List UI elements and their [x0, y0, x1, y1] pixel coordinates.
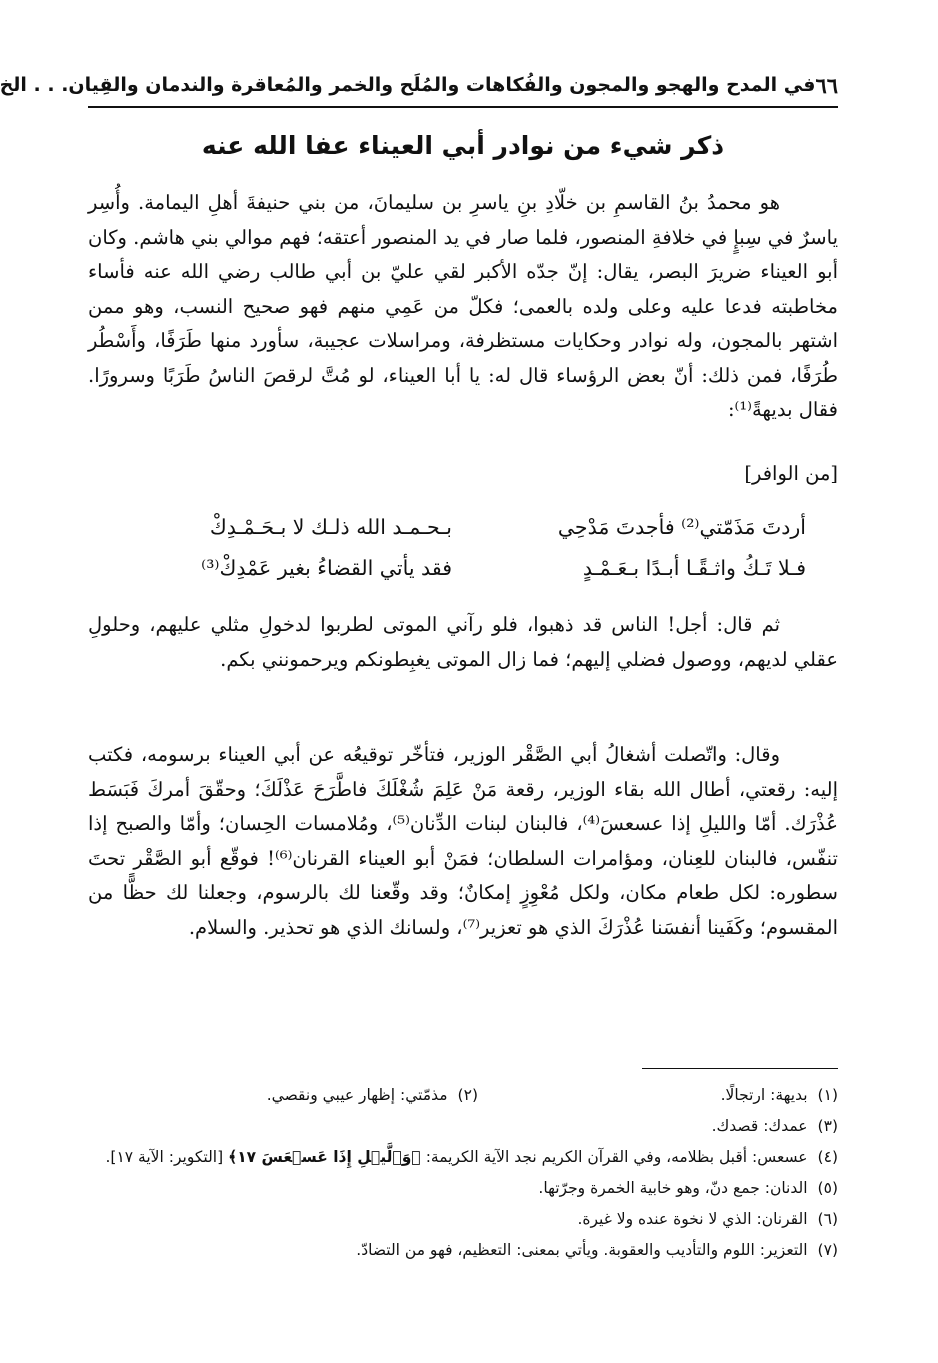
verse-first-hemistich: أردتَ مَذَمّتي⁽²⁾ فأجدتَ مَدْحِي	[557, 515, 806, 539]
footnote-number: (٤)	[817, 1148, 838, 1166]
footnote-text	[88, 1142, 808, 1173]
footnote-number: (١)	[817, 1086, 838, 1104]
running-title: في المدح والهجو والمجون والفُكاهات والمُلَح والخمر والمُعاقرة والندمان والقِيان. . . الخ	[0, 74, 816, 96]
footnote-item	[88, 1173, 838, 1204]
footnote-item	[88, 1142, 838, 1173]
paragraph-text: هو محمدُ بنُ القاسمِ بن خلّادِ بنِ ياسرِ بن سليمانَ، من بني حنيفةَ أهلِ اليمامة. وأُسِر ياسرٌ في سِبإٍ في خلافةِ المنصور، فلما صار في يد المنصور أعتقه؛ فهم موالي بني هاشم. وكان أبو العيناء ضريرَ البصر، يقال: إنّ جدّه الأكبر لقي عليّ بن أبي طالب رضي الله عنه فأساء مخاطبته فدعا عليه وعلى ولده بالعمى؛ فكلّ من عَمِي منهم فهو صحيح النسب، وهو ممن اشتهر بالمجون، وله نوادر وحكايات مستظرفة، ومراسلات عجيبة، سأورد منها طَرَفًا، وأَسْطُر طُرَفًا، فمن ذلك: أنّ بعض الرؤساء قال له: يا أبا العيناء، لو مُتَّ لرقصَ الناسُ طَرَبًا وسرورًا. فقال بديهةً⁽¹⁾:	[88, 191, 838, 421]
verse-line	[122, 551, 806, 585]
verse-line	[122, 510, 806, 544]
footnote-number: (٣)	[817, 1117, 838, 1135]
verse-second-hemistich: فقد يأتي القضاءُ بغير عَمْدِكْ⁽³⁾	[201, 556, 452, 580]
footnote-item	[478, 1080, 838, 1111]
page-number: ٦٦	[815, 72, 838, 98]
footnote-number: (٧)	[817, 1241, 838, 1259]
footnote-text: التعزير: اللوم والتأديب والعقوبة. ويأتي بمعنى: التعظيم، فهو من التضادّ.	[356, 1241, 808, 1259]
paragraph-text: وقال: واتّصلت أشغالُ أبي الصَّقْر الوزير، فتأخّر توقيعُه عن أبي العيناء برسومه، فكتب إليه: رقعتي، أطال الله بقاء الوزير، رقعة مَنْ عَلِمَ شُغْلَكَ فاطَّرَحَ عَذْلَكَ؛ وحقّقَ أمركَ فَبَسَط عُذْرَك. أمّا والليلِ إذا عسعسَ⁽⁴⁾، فالبنان لبنات الدِّنان⁽⁵⁾، ومُلامسات الحِسان؛ وأمّا والصبح إذا تنفّس، فالبنان للعِنان، ومؤامرات السلطان؛ فمَنْ أبو العيناء القرنان⁽⁶⁾! فوقّع أبو الصَّقْر تحتَ سطوره: لكل طعام مكان، ولكل مُعْوِزٍ إمكانٌ؛ وقد وقّعنا لك بالرسوم، وجعلنا لك حظًّا من المقسوم؛ وكَفَينا أنفسَنا عُذْرَكَ الذي هو تعزير⁽⁷⁾، ولسانك الذي هو تحذير. والسلام.	[88, 743, 838, 939]
paragraph-text: ثم قال: أجل! الناس قد ذهبوا، فلو رآني الموتى لطربوا لدخولِ مثلي عليهم، وحلولِ عقلي لديهم، ووصول فضلي إليهم؛ فما زال الموتى يغبِطونكم ويرحمونني بكم.	[88, 613, 838, 671]
footnote-item	[88, 1235, 838, 1266]
verse-first-hemistich: فـلا تَـكُ واثـقًـا أبـدًا بـعَـمْـدٍ	[582, 556, 806, 580]
running-header	[0, 68, 838, 102]
verse-meter-label: [من الوافر]	[744, 462, 838, 485]
footnotes	[88, 1080, 838, 1266]
footnote-text: بديهة: ارتجالًا.	[720, 1086, 808, 1104]
header-rule	[88, 106, 838, 108]
footnote-citation: [التكوير: الآية ١٧].	[105, 1148, 224, 1166]
section-title: ذكر شيء من نوادر أبي العيناء عفا الله عنه	[201, 131, 725, 160]
footnote-number: (٥)	[817, 1179, 838, 1197]
footnote-text: مذمّتي: إظهار عيبي ونقصي.	[266, 1086, 448, 1104]
footnote-number: (٦)	[817, 1210, 838, 1228]
footnote-text: عمدك: قصدك.	[711, 1117, 808, 1135]
footnote-item	[88, 1204, 838, 1235]
body-paragraph-3	[88, 738, 838, 945]
verse-second-hemistich: بـحـمـد الله ذلـك لا بـحَـمْـدِكْ	[209, 515, 452, 539]
quran-verse: ﴿وَٱلَّيۡلِ إِذَا عَسۡعَسَ ١٧﴾	[228, 1148, 421, 1166]
footnote-text: الدنان: جمع دنّ، وهو خابية الخمرة وجرّتها.	[538, 1179, 808, 1197]
footnote-item	[88, 1111, 838, 1142]
footnote-text: القرنان: الذي لا نخوة عنده ولا غيرة.	[577, 1210, 808, 1228]
body-paragraph-1	[88, 186, 838, 428]
footnote-rule	[642, 1068, 838, 1069]
footnote-row	[88, 1080, 838, 1111]
footnote-text-part: عسعس: أقبل بظلامه، وفي القرآن الكريم نجد الآية الكريمة:	[425, 1148, 808, 1166]
footnote-item	[118, 1080, 478, 1111]
footnote-number: (٢)	[457, 1086, 478, 1104]
body-paragraph-2	[88, 608, 838, 677]
